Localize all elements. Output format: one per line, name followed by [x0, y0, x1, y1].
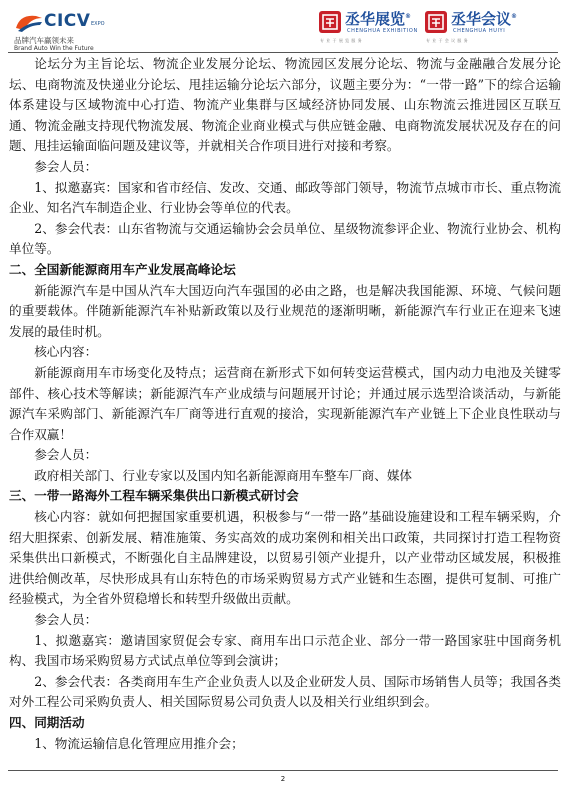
body-paragraph: 1、拟邀嘉宾：邀请国家贸促会专家、商用车出口示范企业、部分一带一路国家驻中国商务机构、我国市场采购贸易方式试点单位等到会演讲； [9, 632, 561, 669]
chenghua-conference-logo [424, 8, 544, 48]
body-paragraph: 2、参会代表：山东省物流与交通运输协会会员单位、星级物流参评企业、物流行业协会、机构单位等。 [9, 220, 561, 257]
chenghua-seal-icon [318, 10, 342, 34]
chenghua-conference-name-cn: 丞华会议® [451, 10, 518, 28]
body-paragraph: 核心内容：就如何把握国家重要机遇，积极参与“一带一路”基础设施建设和工程车辆采购，介绍大胆探索、创新发展、精准施策、务实高效的成功案例和相关出口政策，共同探讨打造工程物资采集供出口新模式，不断强化自主品牌建设，以贸易引领产业提升，以产业带动区域发展，积极推进供给侧改革，尽快形成具有山东特色的市场采购贸易方式产业链和生态圈，提供可复制、可推广经验模式，为全省外贸稳增长和转型升级做出贡献。 [9, 509, 561, 607]
chenghua-seal-icon [424, 10, 448, 34]
section-heading: 四、同期活动 [9, 715, 85, 730]
chenghua-exhibition-name-en: CHENGHUA EXHIBITION [347, 28, 418, 34]
body-paragraph: 参会人员： [34, 447, 98, 463]
body-paragraph: 1、拟邀嘉宾：国家和省市经信、发改、交通、邮政等部门领导，物流节点城市市长、重点物流企业、知名汽车制造企业、行业协会等单位的代表。 [9, 179, 561, 216]
chenghua-conference-slogan: 专 业 于 会 议 服 务 [426, 38, 469, 43]
body-paragraph: 论坛分为主旨论坛、物流企业发展分论坛、物流园区发展分论坛、物流与金融融合发展分论坛、电商物流及快递业分论坛、甩挂运输分论坛六部分，议题主要分为：“一带一路”下的综合运输体系建设与区域物流中心打造、物流产业集群与区域经济协同发展、山东物流云推进园区互联互通、物流金融支持现代物流发展、物流企业商业模式与供应链金融、电商物流发展状况及存在的问题、甩挂运输面临问题及建议等，并就相关合作项目进行对接和考察。 [9, 56, 561, 154]
body-paragraph: 新能源汽车是中国从汽车大国迈向汽车强国的必由之路，也是解决我国能源、环境、气候问题的重要载体。伴随新能源汽车补贴新政策以及行业规范的逐渐明晰，新能源汽车行业正在迎来飞速发展的最佳时机。 [9, 282, 561, 339]
document-body [9, 54, 561, 754]
chenghua-exhibition-slogan: 专 业 于 展 览 服 务 [320, 38, 363, 43]
cicv-tagline-en: Brand Auto Win the Future [14, 45, 94, 52]
chenghua-conference-name-en: CHENGHUA HUIYI [453, 28, 506, 34]
section-heading: 二、全国新能源商用车产业发展高峰论坛 [9, 261, 236, 277]
body-paragraph: 2、参会代表：各类商用车生产企业负责人以及企业研发人员、国际市场销售人员等；我国各类对外工程公司采购负责人、相关国际贸易公司负责人以及相关行业组织到会。 [9, 673, 561, 710]
page-header [0, 0, 566, 50]
body-paragraph: 参会人员： [34, 158, 98, 174]
cicv-logo [14, 8, 144, 52]
header-divider [8, 52, 558, 53]
cicv-tagline-cn: 品牌汽车赢领未来 [14, 36, 74, 45]
body-paragraph: 参会人员： [34, 612, 98, 628]
chenghua-exhibition-name-cn: 丞华展览® [345, 10, 412, 28]
section-heading: 三、一带一路海外工程车辆采集供出口新模式研讨会 [9, 488, 299, 504]
cicv-expo-text: EXPO [91, 21, 105, 27]
body-paragraph: 核心内容： [34, 344, 98, 360]
body-paragraph: 1、物流运输信息化管理应用推介会； [34, 735, 244, 751]
chenghua-exhibition-logo [318, 8, 438, 48]
body-paragraph: 新能源商用车市场变化及特点；运营商在新形式下如何转变运营模式，国内动力电池及关键零部件、核心技术等解读；新能源汽车产业成绩与问题展开讨论；并通过展示选型洽谈活动，与新能源汽车采购部门、新能源汽车厂商等进行直观的接洽，实现新能源汽车产业链上下企业良性联动与合作双赢！ [9, 364, 561, 442]
footer-divider [8, 770, 558, 771]
page-number: 2 [280, 775, 286, 783]
cicv-logo-text: CICV [44, 11, 91, 31]
cicv-car-icon [14, 10, 44, 34]
body-paragraph: 政府相关部门、行业专家以及国内知名新能源商用车整车厂商、媒体 [34, 467, 412, 483]
